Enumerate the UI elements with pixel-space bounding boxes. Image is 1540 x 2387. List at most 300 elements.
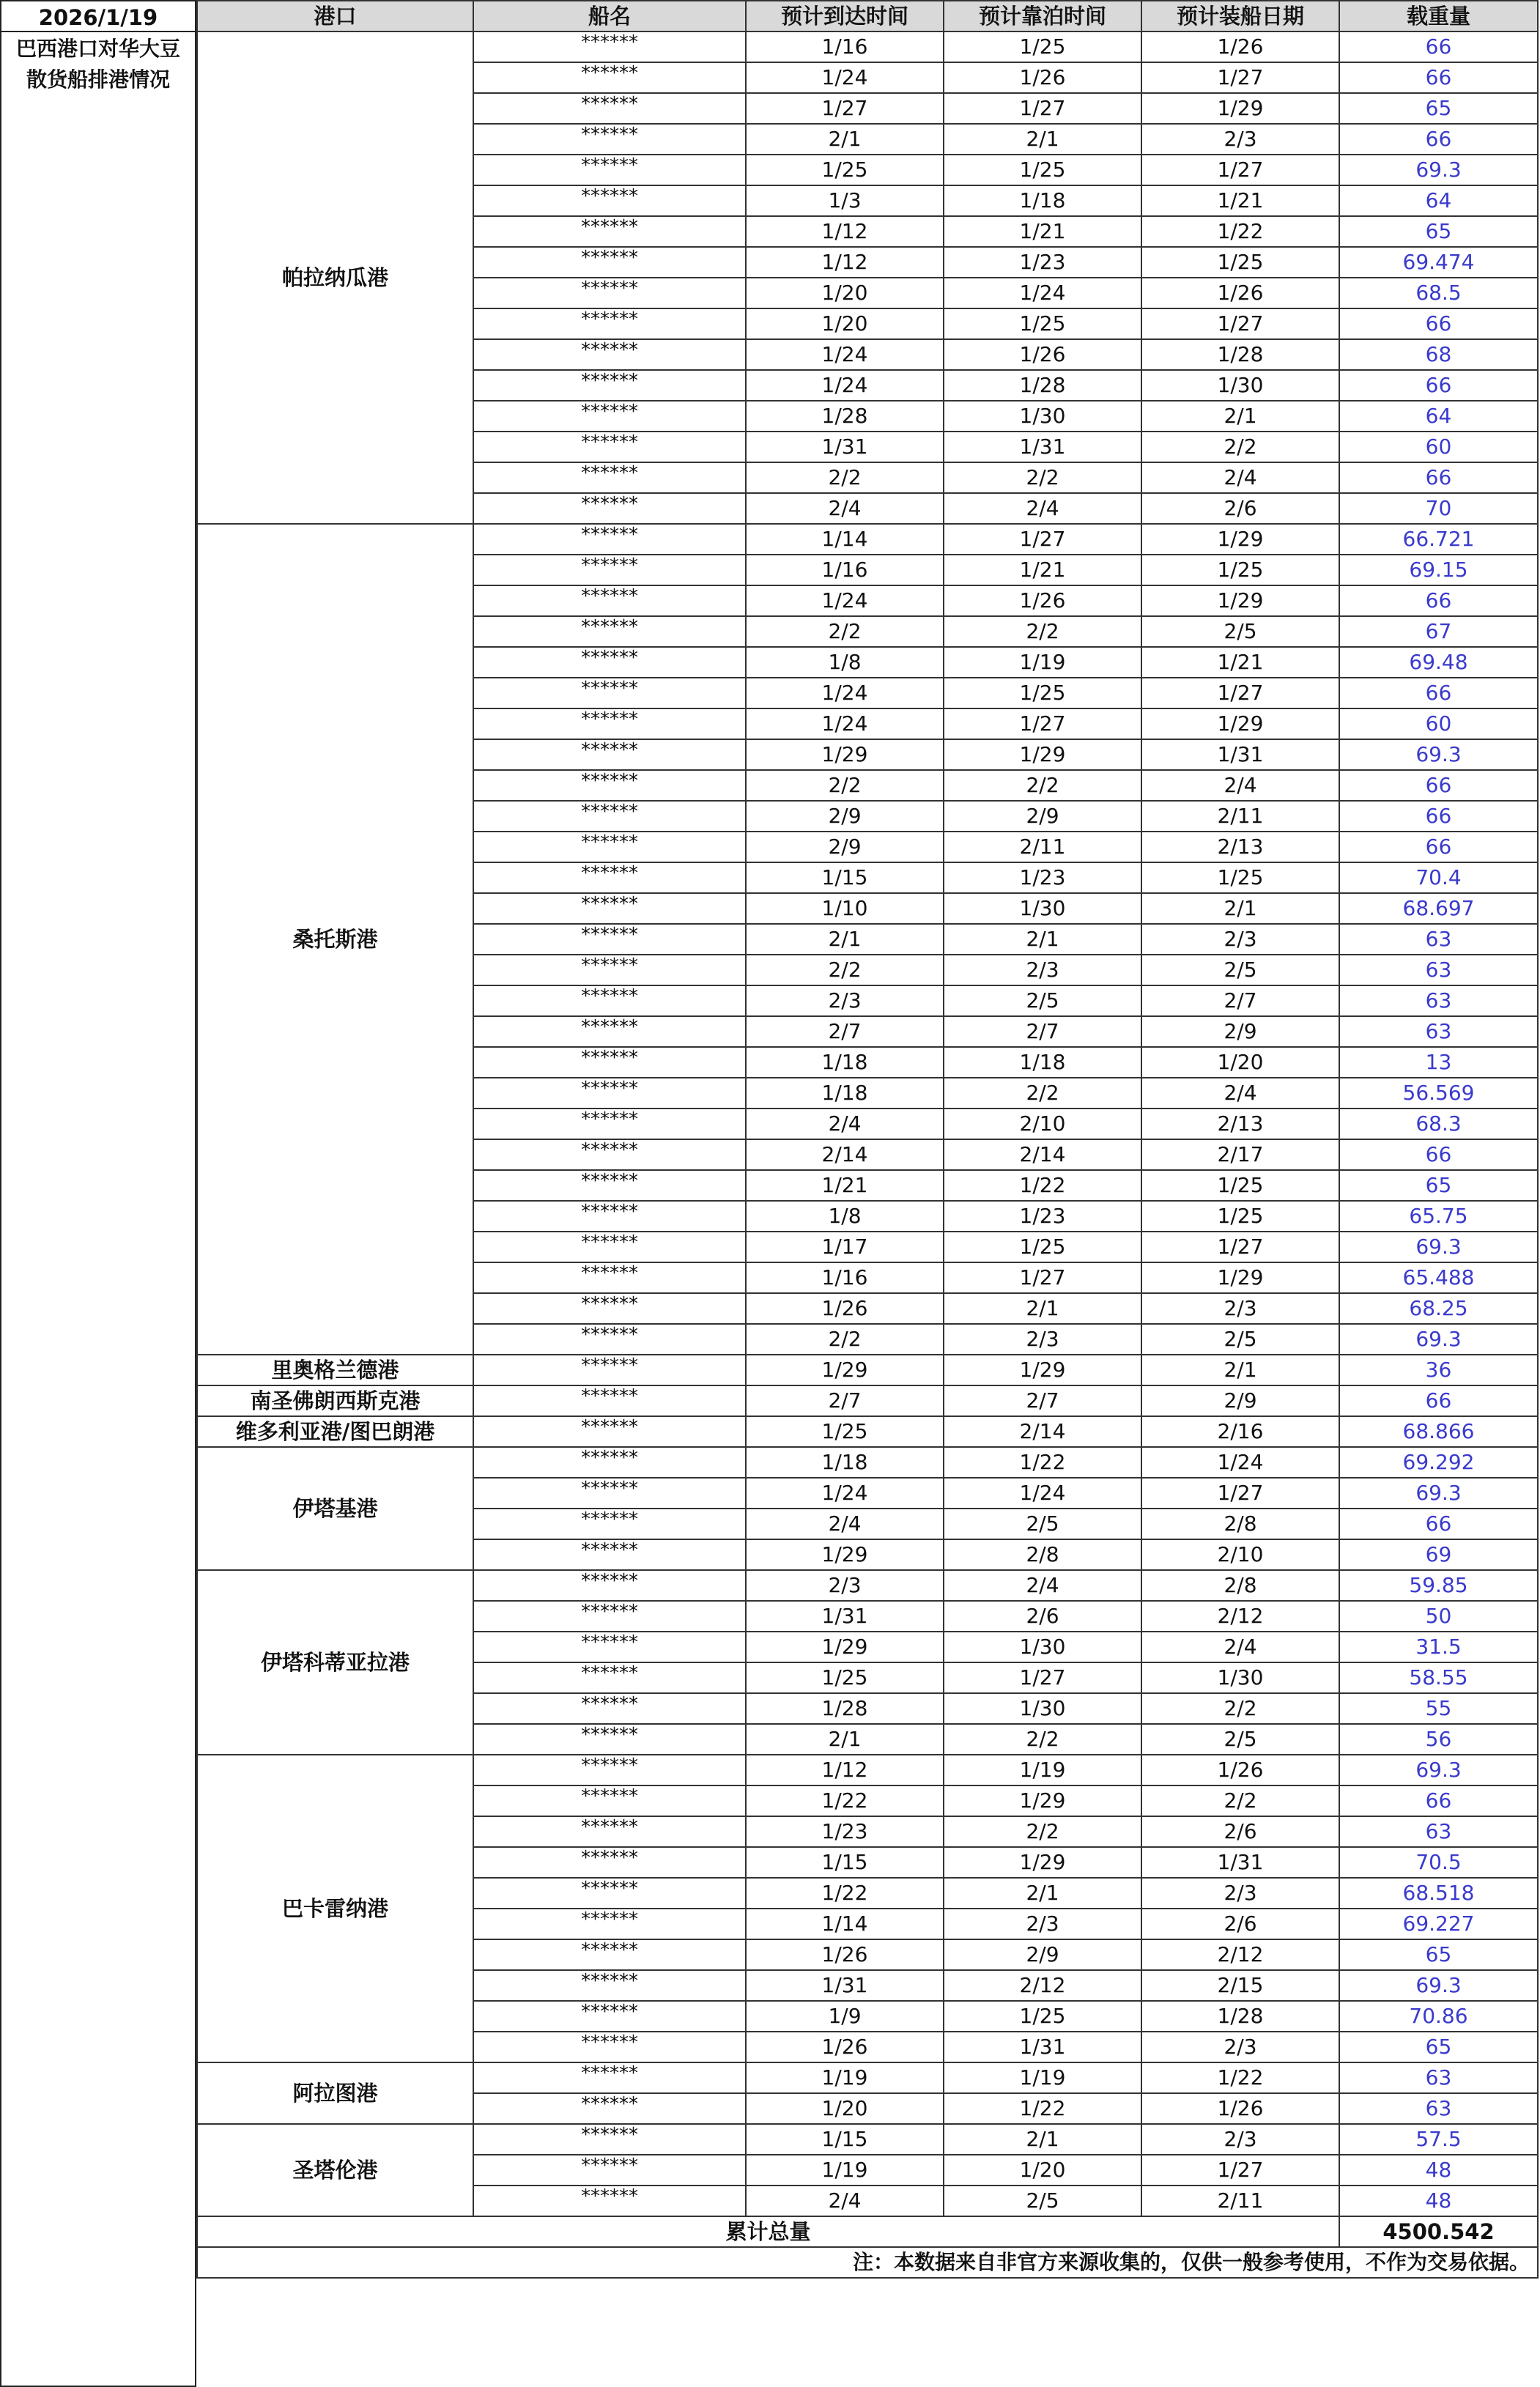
eta-cell: 1/24 [746,678,944,708]
eta-cell: 1/29 [746,1355,944,1385]
table-row [197,1416,1538,1447]
eta-cell: 1/3 [746,185,944,216]
tonnage-cell: 65 [1339,1170,1538,1201]
loading-date-cell: 1/31 [1141,1847,1339,1878]
ship-name-cell: ****** [473,1970,746,2001]
berthing-cell: 1/18 [944,1047,1141,1078]
loading-date-cell: 1/25 [1141,1201,1339,1232]
eta-cell: 1/20 [746,308,944,339]
berthing-cell: 1/26 [944,585,1141,616]
eta-cell: 1/26 [746,2032,944,2062]
eta-cell: 2/7 [746,1016,944,1047]
tonnage-cell: 69.292 [1339,1447,1538,1478]
ship-name-cell: ****** [473,1447,746,1478]
eta-cell: 1/15 [746,862,944,893]
berthing-cell: 1/19 [944,2062,1141,2093]
loading-date-cell: 2/13 [1141,832,1339,862]
berthing-cell: 1/27 [944,93,1141,124]
loading-date-cell: 1/27 [1141,2155,1339,2186]
tonnage-cell: 69.3 [1339,1232,1538,1262]
loading-date-cell: 2/4 [1141,1632,1339,1662]
berthing-cell: 2/3 [944,1909,1141,1939]
loading-date-cell: 2/4 [1141,462,1339,493]
ship-name-cell: ****** [473,1509,746,1539]
eta-cell: 1/29 [746,1632,944,1662]
eta-cell: 1/28 [746,1693,944,1724]
loading-date-cell: 1/29 [1141,93,1339,124]
eta-cell: 1/24 [746,708,944,739]
eta-cell: 1/20 [746,278,944,308]
ship-name-cell: ****** [473,524,746,555]
loading-date-cell: 2/9 [1141,1385,1339,1416]
ship-name-cell: ****** [473,1601,746,1632]
eta-cell: 1/23 [746,1816,944,1847]
tonnage-cell: 66 [1339,1509,1538,1539]
loading-date-cell: 1/25 [1141,1170,1339,1201]
berthing-cell: 1/25 [944,155,1141,185]
tonnage-cell: 69.3 [1339,155,1538,185]
tonnage-cell: 69.15 [1339,555,1538,585]
eta-cell: 2/1 [746,124,944,155]
table-row [197,524,1538,555]
berthing-cell: 2/3 [944,955,1141,985]
port-name-cell: 维多利亚港/图巴朗港 [197,1416,473,1447]
berthing-cell: 1/27 [944,1262,1141,1293]
loading-date-cell: 1/26 [1141,32,1339,62]
ship-name-cell: ****** [473,432,746,462]
berthing-cell: 2/2 [944,462,1141,493]
ship-name-cell: ****** [473,1478,746,1509]
eta-cell: 2/3 [746,1570,944,1601]
ship-name-cell: ****** [473,2124,746,2155]
tonnage-cell: 66 [1339,1139,1538,1170]
loading-date-cell: 1/25 [1141,555,1339,585]
tonnage-cell: 64 [1339,185,1538,216]
eta-cell: 1/24 [746,339,944,370]
port-name-cell: 桑托斯港 [197,524,473,1355]
berthing-cell: 1/27 [944,1662,1141,1693]
ship-name-cell: ****** [473,1939,746,1970]
tonnage-cell: 66 [1339,62,1538,93]
tonnage-cell: 56 [1339,1724,1538,1755]
ship-name-cell: ****** [473,32,746,62]
berthing-cell: 1/25 [944,308,1141,339]
eta-cell: 2/4 [746,493,944,524]
tonnage-cell: 69.48 [1339,647,1538,678]
loading-date-cell: 2/16 [1141,1416,1339,1447]
tonnage-cell: 70 [1339,493,1538,524]
eta-cell: 1/12 [746,1755,944,1785]
loading-date-cell: 2/8 [1141,1509,1339,1539]
tonnage-cell: 66 [1339,1785,1538,1816]
table-row [197,1570,1538,1601]
loading-date-cell: 2/15 [1141,1970,1339,2001]
loading-date-cell: 1/26 [1141,2093,1339,2124]
loading-date-cell: 2/13 [1141,1109,1339,1139]
eta-cell: 1/25 [746,155,944,185]
ship-name-cell: ****** [473,770,746,801]
berthing-cell: 2/2 [944,1816,1141,1847]
ship-name-cell: ****** [473,1878,746,1909]
tonnage-cell: 68.5 [1339,278,1538,308]
tonnage-cell: 66 [1339,370,1538,401]
ship-name-cell: ****** [473,2062,746,2093]
ship-name-cell: ****** [473,1170,746,1201]
eta-cell: 2/1 [746,924,944,955]
ship-name-cell: ****** [473,1324,746,1355]
eta-cell: 2/4 [746,1109,944,1139]
berthing-cell: 1/23 [944,247,1141,278]
tonnage-cell: 13 [1339,1047,1538,1078]
loading-date-cell: 1/29 [1141,524,1339,555]
loading-date-cell: 2/1 [1141,893,1339,924]
eta-cell: 1/24 [746,1478,944,1509]
report-date: 2026/1/19 [1,0,195,32]
berthing-cell: 1/29 [944,1355,1141,1385]
loading-date-cell: 1/26 [1141,278,1339,308]
port-name-cell: 伊塔基港 [197,1447,473,1570]
col-header-port: 港口 [197,1,473,32]
tonnage-cell: 58.55 [1339,1662,1538,1693]
berthing-cell: 2/9 [944,801,1141,832]
tonnage-cell: 63 [1339,924,1538,955]
tonnage-cell: 63 [1339,1816,1538,1847]
tonnage-cell: 50 [1339,1601,1538,1632]
berthing-cell: 2/14 [944,1416,1141,1447]
table-row [197,1355,1538,1385]
berthing-cell: 1/19 [944,647,1141,678]
tonnage-cell: 66 [1339,308,1538,339]
tonnage-cell: 70.86 [1339,2001,1538,2032]
berthing-cell: 1/21 [944,216,1141,247]
loading-date-cell: 2/2 [1141,1785,1339,1816]
loading-date-cell: 2/4 [1141,1078,1339,1109]
tonnage-cell: 66 [1339,678,1538,708]
loading-date-cell: 2/3 [1141,1293,1339,1324]
loading-date-cell: 1/22 [1141,216,1339,247]
berthing-cell: 1/31 [944,432,1141,462]
loading-date-cell: 1/29 [1141,1262,1339,1293]
tonnage-cell: 55 [1339,1693,1538,1724]
berthing-cell: 2/8 [944,1539,1141,1570]
tonnage-cell: 68 [1339,339,1538,370]
loading-date-cell: 1/27 [1141,678,1339,708]
eta-cell: 1/31 [746,432,944,462]
loading-date-cell: 1/31 [1141,739,1339,770]
eta-cell: 1/24 [746,62,944,93]
berthing-cell: 2/2 [944,1724,1141,1755]
berthing-cell: 1/21 [944,555,1141,585]
berthing-cell: 1/23 [944,1201,1141,1232]
loading-date-cell: 2/12 [1141,1601,1339,1632]
ship-name-cell: ****** [473,862,746,893]
berthing-cell: 2/1 [944,124,1141,155]
loading-date-cell: 2/5 [1141,616,1339,647]
loading-date-cell: 1/27 [1141,308,1339,339]
ship-name-cell: ****** [473,1016,746,1047]
ship-rows [197,32,1538,2216]
loading-date-cell: 2/5 [1141,1724,1339,1755]
berthing-cell: 1/25 [944,2001,1141,2032]
eta-cell: 2/7 [746,1385,944,1416]
ship-name-cell: ****** [473,2155,746,2186]
tonnage-cell: 65.488 [1339,1262,1538,1293]
eta-cell: 1/31 [746,1970,944,2001]
tonnage-cell: 65.75 [1339,1201,1538,1232]
tonnage-cell: 66 [1339,832,1538,862]
ship-name-cell: ****** [473,2093,746,2124]
berthing-cell: 2/1 [944,2124,1141,2155]
ship-name-cell: ****** [473,247,746,278]
eta-cell: 1/12 [746,216,944,247]
ship-name-cell: ****** [473,1909,746,1939]
eta-cell: 1/28 [746,401,944,432]
eta-cell: 2/2 [746,616,944,647]
tonnage-cell: 65 [1339,93,1538,124]
ship-name-cell: ****** [473,2001,746,2032]
berthing-cell: 2/11 [944,832,1141,862]
eta-cell: 2/1 [746,1724,944,1755]
berthing-cell: 1/27 [944,524,1141,555]
table-row [197,1447,1538,1478]
eta-cell: 1/29 [746,1539,944,1570]
ship-name-cell: ****** [473,616,746,647]
loading-date-cell: 2/3 [1141,924,1339,955]
table-row [197,32,1538,62]
berthing-cell: 2/4 [944,1570,1141,1601]
eta-cell: 1/20 [746,2093,944,2124]
berthing-cell: 1/27 [944,708,1141,739]
ship-name-cell: ****** [473,585,746,616]
ship-name-cell: ****** [473,493,746,524]
tonnage-cell: 70.4 [1339,862,1538,893]
loading-date-cell: 2/6 [1141,1909,1339,1939]
ship-name-cell: ****** [473,1047,746,1078]
eta-cell: 1/18 [746,1078,944,1109]
ship-name-cell: ****** [473,1847,746,1878]
eta-cell: 1/29 [746,739,944,770]
loading-date-cell: 1/26 [1141,1755,1339,1785]
tonnage-cell: 70.5 [1339,1847,1538,1878]
eta-cell: 1/17 [746,1232,944,1262]
eta-cell: 2/4 [746,2186,944,2216]
eta-cell: 1/9 [746,2001,944,2032]
berthing-cell: 1/22 [944,1170,1141,1201]
loading-date-cell: 1/28 [1141,339,1339,370]
ship-name-cell: ****** [473,2186,746,2216]
loading-date-cell: 2/3 [1141,2032,1339,2062]
berthing-cell: 2/5 [944,1509,1141,1539]
report-info-panel [0,0,196,2387]
tonnage-cell: 65 [1339,2032,1538,2062]
eta-cell: 2/2 [746,1324,944,1355]
eta-cell: 1/8 [746,1201,944,1232]
eta-cell: 1/12 [746,247,944,278]
col-header-eta: 预计到达时间 [746,1,944,32]
eta-cell: 1/26 [746,1939,944,1970]
berthing-cell: 1/19 [944,1755,1141,1785]
loading-date-cell: 2/4 [1141,770,1339,801]
tonnage-cell: 63 [1339,955,1538,985]
eta-cell: 1/21 [746,1170,944,1201]
berthing-cell: 1/30 [944,401,1141,432]
eta-cell: 2/4 [746,1509,944,1539]
loading-date-cell: 2/11 [1141,2186,1339,2216]
tonnage-cell: 65 [1339,1939,1538,1970]
ship-name-cell: ****** [473,1109,746,1139]
tonnage-cell: 66 [1339,462,1538,493]
loading-date-cell: 1/21 [1141,647,1339,678]
loading-date-cell: 1/24 [1141,1447,1339,1478]
tonnage-cell: 60 [1339,432,1538,462]
tonnage-cell: 63 [1339,2093,1538,2124]
berthing-cell: 2/10 [944,1109,1141,1139]
loading-date-cell: 1/27 [1141,1478,1339,1509]
tonnage-cell: 69.474 [1339,247,1538,278]
table-row [197,1755,1538,1785]
eta-cell: 1/10 [746,893,944,924]
ship-name-cell: ****** [473,1078,746,1109]
berthing-cell: 2/2 [944,616,1141,647]
loading-date-cell: 1/30 [1141,1662,1339,1693]
loading-date-cell: 2/11 [1141,801,1339,832]
tonnage-cell: 66 [1339,585,1538,616]
port-name-cell: 巴卡雷纳港 [197,1755,473,2062]
total-value: 4500.542 [1339,2216,1538,2247]
eta-cell: 2/2 [746,770,944,801]
ship-name-cell: ****** [473,308,746,339]
table-row [197,1385,1538,1416]
eta-cell: 1/15 [746,2124,944,2155]
port-name-cell: 帕拉纳瓜港 [197,32,473,524]
loading-date-cell: 1/30 [1141,370,1339,401]
ship-name-cell: ****** [473,462,746,493]
tonnage-cell: 31.5 [1339,1632,1538,1662]
ship-name-cell: ****** [473,924,746,955]
eta-cell: 2/14 [746,1139,944,1170]
ship-name-cell: ****** [473,401,746,432]
loading-date-cell: 2/17 [1141,1139,1339,1170]
ship-name-cell: ****** [473,370,746,401]
ship-name-cell: ****** [473,1785,746,1816]
tonnage-cell: 66 [1339,32,1538,62]
tonnage-cell: 66 [1339,801,1538,832]
ship-name-cell: ****** [473,185,746,216]
berthing-cell: 2/6 [944,1601,1141,1632]
berthing-cell: 2/1 [944,924,1141,955]
berthing-cell: 2/1 [944,1293,1141,1324]
eta-cell: 2/9 [746,832,944,862]
berthing-cell: 2/7 [944,1016,1141,1047]
berthing-cell: 1/31 [944,2032,1141,2062]
eta-cell: 2/2 [746,462,944,493]
ship-name-cell: ****** [473,278,746,308]
ship-name-cell: ****** [473,832,746,862]
report-title [1,32,195,95]
loading-date-cell: 2/10 [1141,1539,1339,1570]
loading-date-cell: 1/22 [1141,2062,1339,2093]
berthing-cell: 2/14 [944,1139,1141,1170]
ship-name-cell: ****** [473,1570,746,1601]
tonnage-cell: 36 [1339,1355,1538,1385]
loading-date-cell: 1/27 [1141,62,1339,93]
loading-date-cell: 1/21 [1141,185,1339,216]
eta-cell: 1/24 [746,370,944,401]
ship-name-cell: ****** [473,1724,746,1755]
loading-date-cell: 1/25 [1141,862,1339,893]
tonnage-cell: 64 [1339,401,1538,432]
ship-name-cell: ****** [473,1662,746,1693]
table-row [197,2124,1538,2155]
header-row [197,1,1538,32]
loading-date-cell: 2/7 [1141,985,1339,1016]
tonnage-cell: 48 [1339,2186,1538,2216]
loading-date-cell: 2/5 [1141,955,1339,985]
eta-cell: 1/18 [746,1047,944,1078]
eta-cell: 1/19 [746,2062,944,2093]
eta-cell: 1/26 [746,1293,944,1324]
berthing-cell: 2/9 [944,1939,1141,1970]
loading-date-cell: 2/5 [1141,1324,1339,1355]
berthing-cell: 1/26 [944,339,1141,370]
port-name-cell: 里奥格兰德港 [197,1355,473,1385]
ship-name-cell: ****** [473,1755,746,1785]
ship-name-cell: ****** [473,1232,746,1262]
eta-cell: 1/31 [746,1601,944,1632]
ship-name-cell: ****** [473,985,746,1016]
ship-name-cell: ****** [473,739,746,770]
eta-cell: 1/22 [746,1878,944,1909]
ship-name-cell: ****** [473,555,746,585]
tonnage-cell: 67 [1339,616,1538,647]
berthing-cell: 1/22 [944,1447,1141,1478]
ship-name-cell: ****** [473,1262,746,1293]
ship-name-cell: ****** [473,1385,746,1416]
tonnage-cell: 48 [1339,2155,1538,2186]
berthing-cell: 1/29 [944,739,1141,770]
tonnage-cell: 68.3 [1339,1109,1538,1139]
ship-name-cell: ****** [473,124,746,155]
ship-name-cell: ****** [473,893,746,924]
berthing-cell: 2/12 [944,1970,1141,2001]
eta-cell: 1/14 [746,1909,944,1939]
loading-date-cell: 2/1 [1141,1355,1339,1385]
tonnage-cell: 63 [1339,1016,1538,1047]
berthing-cell: 1/25 [944,678,1141,708]
ship-name-cell: ****** [473,1816,746,1847]
loading-date-cell: 1/25 [1141,247,1339,278]
loading-date-cell: 2/9 [1141,1016,1339,1047]
tonnage-cell: 56.569 [1339,1078,1538,1109]
tonnage-cell: 57.5 [1339,2124,1538,2155]
loading-date-cell: 1/28 [1141,2001,1339,2032]
tonnage-cell: 63 [1339,985,1538,1016]
eta-cell: 2/2 [746,955,944,985]
total-label: 累计总量 [197,2216,1339,2247]
col-header-ship-name: 船名 [473,1,746,32]
eta-cell: 1/24 [746,585,944,616]
note-row [197,2247,1538,2278]
tonnage-cell: 69.3 [1339,1324,1538,1355]
tonnage-cell: 59.85 [1339,1570,1538,1601]
tonnage-cell: 66 [1339,124,1538,155]
tonnage-cell: 68.25 [1339,1293,1538,1324]
loading-date-cell: 2/12 [1141,1939,1339,1970]
berthing-cell: 1/30 [944,893,1141,924]
disclaimer-note: 注：本数据来自非官方来源收集的，仅供一般参考使用，不作为交易依据。 [197,2247,1538,2278]
report-title-line1: 巴西港口对华大豆 [15,37,180,61]
tonnage-cell: 68.518 [1339,1878,1538,1909]
